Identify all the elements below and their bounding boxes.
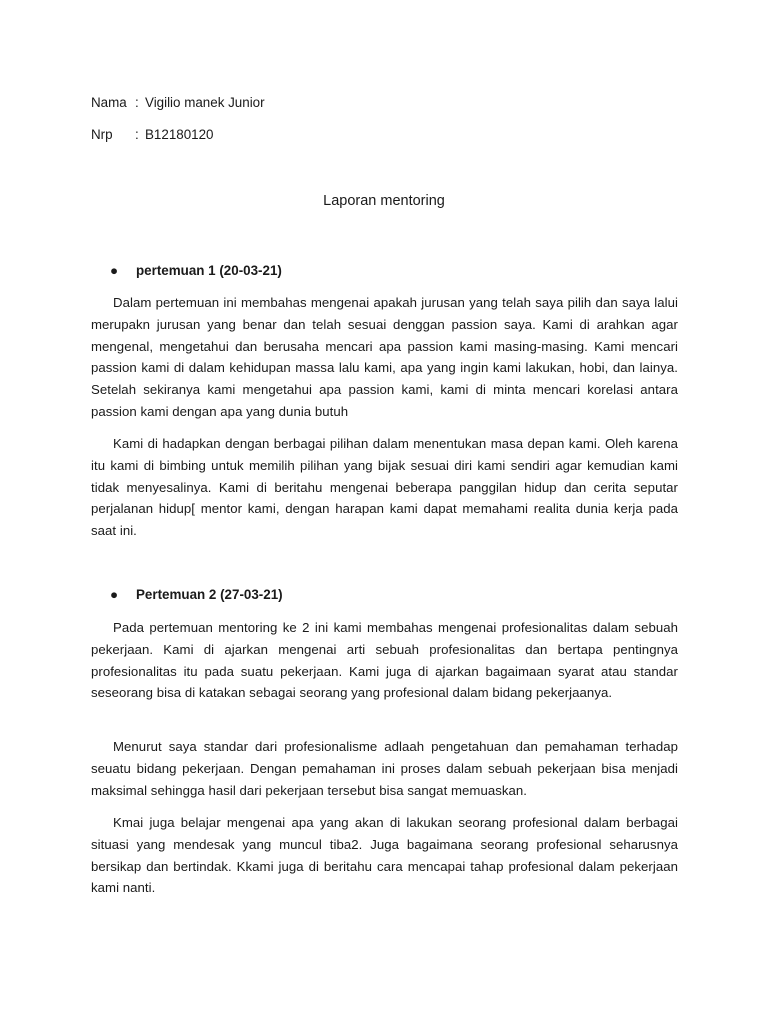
nama-separator: :	[135, 95, 139, 110]
bullet-icon: ●	[110, 587, 119, 602]
nama-value: Vigilio manek Junior	[145, 95, 265, 110]
nrp-separator: :	[135, 127, 139, 142]
nrp-value: B12180120	[145, 127, 214, 142]
document-title: Laporan mentoring	[323, 193, 445, 209]
section-2-paragraph-3: Kmai juga belajar mengenai apa yang akan di lakukan seorang profesional dalam berbagai situasi yang mendesak yang muncul tiba2. Juga bagaimana seorang profesional seharusnya bersikap dan bertindak. Kkami juga di beritahu cara mencapai tahap profesional dalam pekerjaan kami nanti.	[91, 815, 678, 896]
section-heading-2	[110, 586, 283, 604]
section-heading-1	[110, 262, 282, 280]
nrp-label: Nrp	[91, 127, 113, 142]
nama-label: Nama	[91, 95, 127, 110]
section-heading-text-1: pertemuan 1 (20-03-21)	[136, 263, 282, 278]
bullet-icon: ●	[110, 263, 119, 278]
section-heading-text-2: Pertemuan 2 (27-03-21)	[136, 587, 283, 602]
nama-field	[91, 94, 265, 112]
nrp-field	[91, 126, 214, 144]
section-1-paragraph-1: Dalam pertemuan ini membahas mengenai apakah jurusan yang telah saya pilih dan saya lalui merupakn jurusan yang benar dan telah sesuai denggan passion saya. Kami di arahkan agar mengenal, mengetahui dan berusaha mencari apa passion kami masing-masing. Kami mencari passion kami di dalam kehidupan massa lalu kami, apa yang ingin kami lakukan, hobi, dan lainya. Setelah sekiranya kami mengetahui apa passion kami, kami di minta mencari korelasi antara passion kami dengan apa yang dunia butuh	[91, 295, 678, 419]
section-2-paragraph-1: Pada pertemuan mentoring ke 2 ini kami membahas mengenai profesionalitas dalam sebuah pekerjaan. Kami di ajarkan mengenai arti sebuah profesionalitas dan bertapa pentingnya profesionalitas itu pada suatu pekerjaan. Kami juga di ajarkan bagaimaan syarat atau standar seseorang bisa di katakan sebagai seorang yang profesional dalam bidang pekerjaanya.	[91, 620, 678, 701]
section-2-paragraph-2: Menurut saya standar dari profesionalisme adlaah pengetahuan dan pemahaman terhadap seuatu bidang pekerjaan. Dengan pemahaman ini proses dalam sebuah pekerjaan bisa menjadi maksimal sehingga hasil dari pekerjaan tersebut bisa sangat memuaskan.	[91, 739, 678, 798]
section-1-paragraph-2: Kami di hadapkan dengan berbagai pilihan dalam menentukan masa depan kami. Oleh karena itu kami di bimbing untuk memilih pilihan yang bijak sesuai diri kami sendiri agar kemudian kami tidak menyesalinya. Kami di beritahu mengenai beberapa panggilan hidup dan cerita seputar perjalanan hidup[ mentor kami, dengan harapan kami dapat memahami realita dunia kerja pada saat ini.	[91, 436, 678, 539]
